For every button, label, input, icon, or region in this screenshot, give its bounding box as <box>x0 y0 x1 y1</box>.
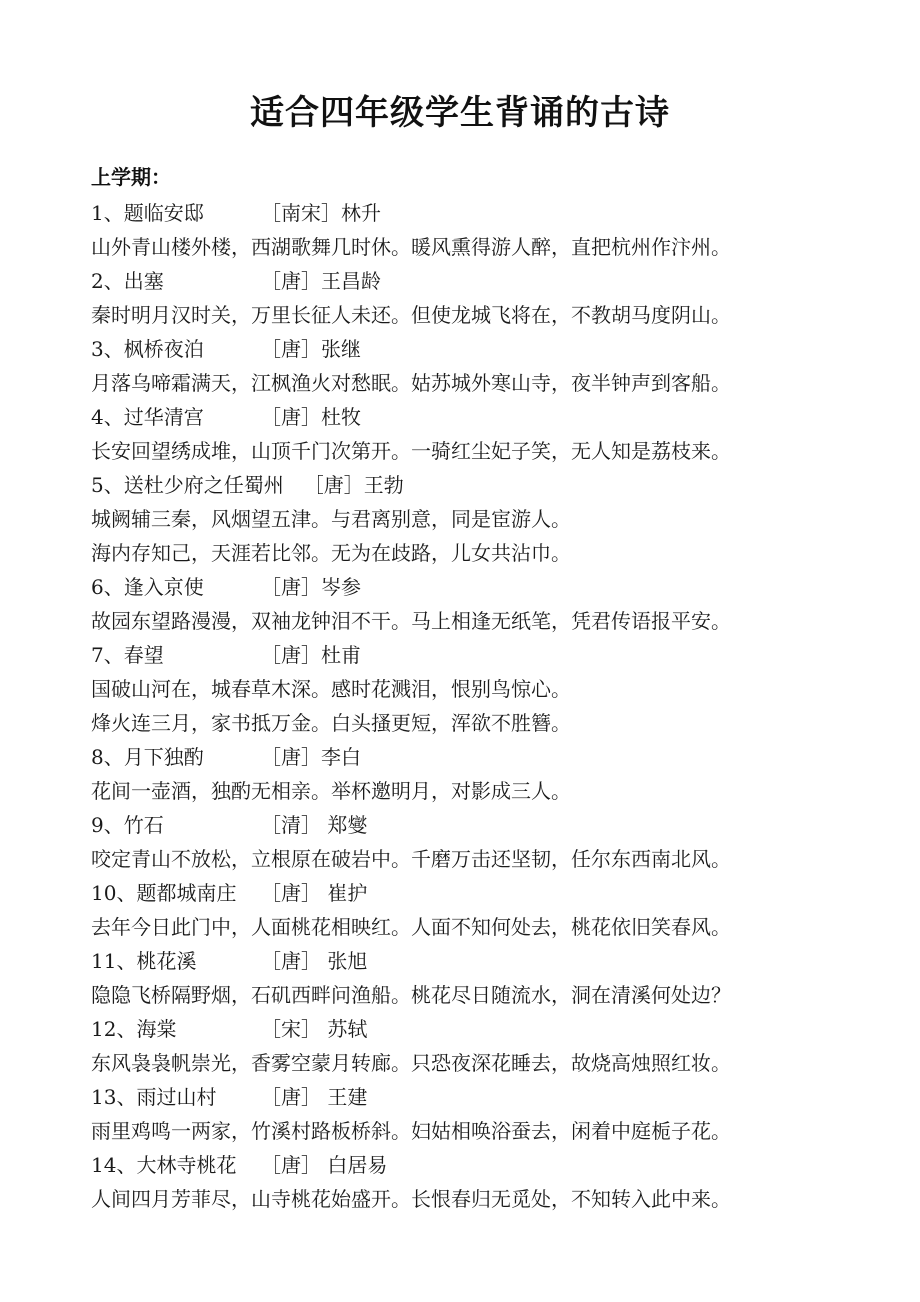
poem-heading <box>91 638 891 672</box>
poem-verse: 故园东望路漫漫，双袖龙钟泪不干。马上相逢无纸笔，凭君传语报平安。 <box>91 609 731 633</box>
poem-author: ［宋］ 苏轼 <box>261 1017 368 1041</box>
poem-verse: 月落乌啼霜满天，江枫渔火对愁眠。姑苏城外寒山寺，夜半钟声到客船。 <box>91 371 731 395</box>
poem-heading <box>91 196 891 230</box>
poem-verse: 海内存知己，天涯若比邻。无为在歧路，儿女共沾巾。 <box>91 541 571 565</box>
poem-heading <box>91 1148 891 1182</box>
poem-heading <box>91 264 891 298</box>
poem-author: ［唐］ 王建 <box>261 1085 368 1109</box>
poem-heading <box>91 570 891 604</box>
poem-author: ［南宋］林升 <box>261 201 381 225</box>
poem-heading <box>91 740 891 774</box>
poem-verse: 隐隐飞桥隔野烟，石矶西畔问渔船。桃花尽日随流水，洞在清溪何处边？ <box>91 983 731 1007</box>
poem-author: ［唐］杜甫 <box>261 643 361 667</box>
poem-verse: 烽火连三月，家书抵万金。白头搔更短，浑欲不胜簪。 <box>91 711 571 735</box>
poem-verse: 雨里鸡鸣一两家，竹溪村路板桥斜。妇姑相唤浴蚕去，闲着中庭栀子花。 <box>91 1119 731 1143</box>
poem-author: ［唐］ 白居易 <box>261 1153 388 1177</box>
poem-verse: 国破山河在，城春草木深。感时花溅泪，恨别鸟惊心。 <box>91 677 571 701</box>
poem-title: 14、大林寺桃花 <box>91 1153 237 1177</box>
poem-verse: 人间四月芳菲尽，山寺桃花始盛开。长恨春归无觅处，不知转入此中来。 <box>91 1187 731 1211</box>
poem-heading <box>91 332 891 366</box>
poem-verse: 长安回望绣成堆，山顶千门次第开。一骑红尘妃子笑，无人知是荔枝来。 <box>91 439 731 463</box>
page-title: 适合四年级学生背诵的古诗 <box>250 93 670 133</box>
poem-author: ［唐］王昌龄 <box>261 269 381 293</box>
poem-heading <box>91 1012 891 1046</box>
poem-verse: 秦时明月汉时关，万里长征人未还。但使龙城飞将在，不教胡马度阴山。 <box>91 303 731 327</box>
poem-title: 12、海棠 <box>91 1017 177 1041</box>
poem-title: 2、出塞 <box>91 269 164 293</box>
poem-title: 3、枫桥夜泊 <box>91 337 204 361</box>
poem-title: 9、竹石 <box>91 813 164 837</box>
poem-heading <box>91 944 891 978</box>
section-heading: 上学期： <box>91 165 171 189</box>
poem-heading <box>91 400 891 434</box>
poem-heading <box>91 468 891 502</box>
poem-title: 11、桃花溪 <box>91 949 197 973</box>
poem-title: 8、月下独酌 <box>91 745 204 769</box>
poem-author: ［唐］ 崔护 <box>261 881 368 905</box>
poem-verse: 花间一壶酒，独酌无相亲。举杯邀明月，对影成三人。 <box>91 779 571 803</box>
poem-title: 7、春望 <box>91 643 164 667</box>
poem-title: 10、题都城南庄 <box>91 881 237 905</box>
poem-title: 1、题临安邸 <box>91 201 204 225</box>
poem-verse: 咬定青山不放松，立根原在破岩中。千磨万击还坚韧，任尔东西南北风。 <box>91 847 731 871</box>
poem-author: ［清］ 郑燮 <box>261 813 368 837</box>
poem-author: ［唐］ 张旭 <box>261 949 368 973</box>
poem-list <box>91 196 891 1216</box>
poem-heading <box>91 876 891 910</box>
poem-verse: 城阙辅三秦，风烟望五津。与君离别意，同是宦游人。 <box>91 507 571 531</box>
poem-title: 5、送杜少府之任蜀州 <box>91 473 284 497</box>
poem-author: ［唐］杜牧 <box>261 405 361 429</box>
poem-title: 4、过华清宫 <box>91 405 204 429</box>
poem-title: 6、逢入京使 <box>91 575 204 599</box>
poem-heading <box>91 808 891 842</box>
poem-author: ［唐］王勃 <box>303 473 404 497</box>
poem-author: ［唐］张继 <box>261 337 361 361</box>
poem-verse: 东风袅袅帆崇光，香雾空蒙月转廊。只恐夜深花睡去，故烧高烛照红妆。 <box>91 1051 731 1075</box>
poem-verse: 去年今日此门中，人面桃花相映红。人面不知何处去，桃花依旧笑春风。 <box>91 915 731 939</box>
poem-author: ［唐］岑参 <box>261 575 361 599</box>
poem-title: 13、雨过山村 <box>91 1085 217 1109</box>
poem-heading <box>91 1080 891 1114</box>
poem-author: ［唐］李白 <box>261 745 361 769</box>
poem-verse: 山外青山楼外楼，西湖歌舞几时休。暖风熏得游人醉，直把杭州作汴州。 <box>91 235 731 259</box>
